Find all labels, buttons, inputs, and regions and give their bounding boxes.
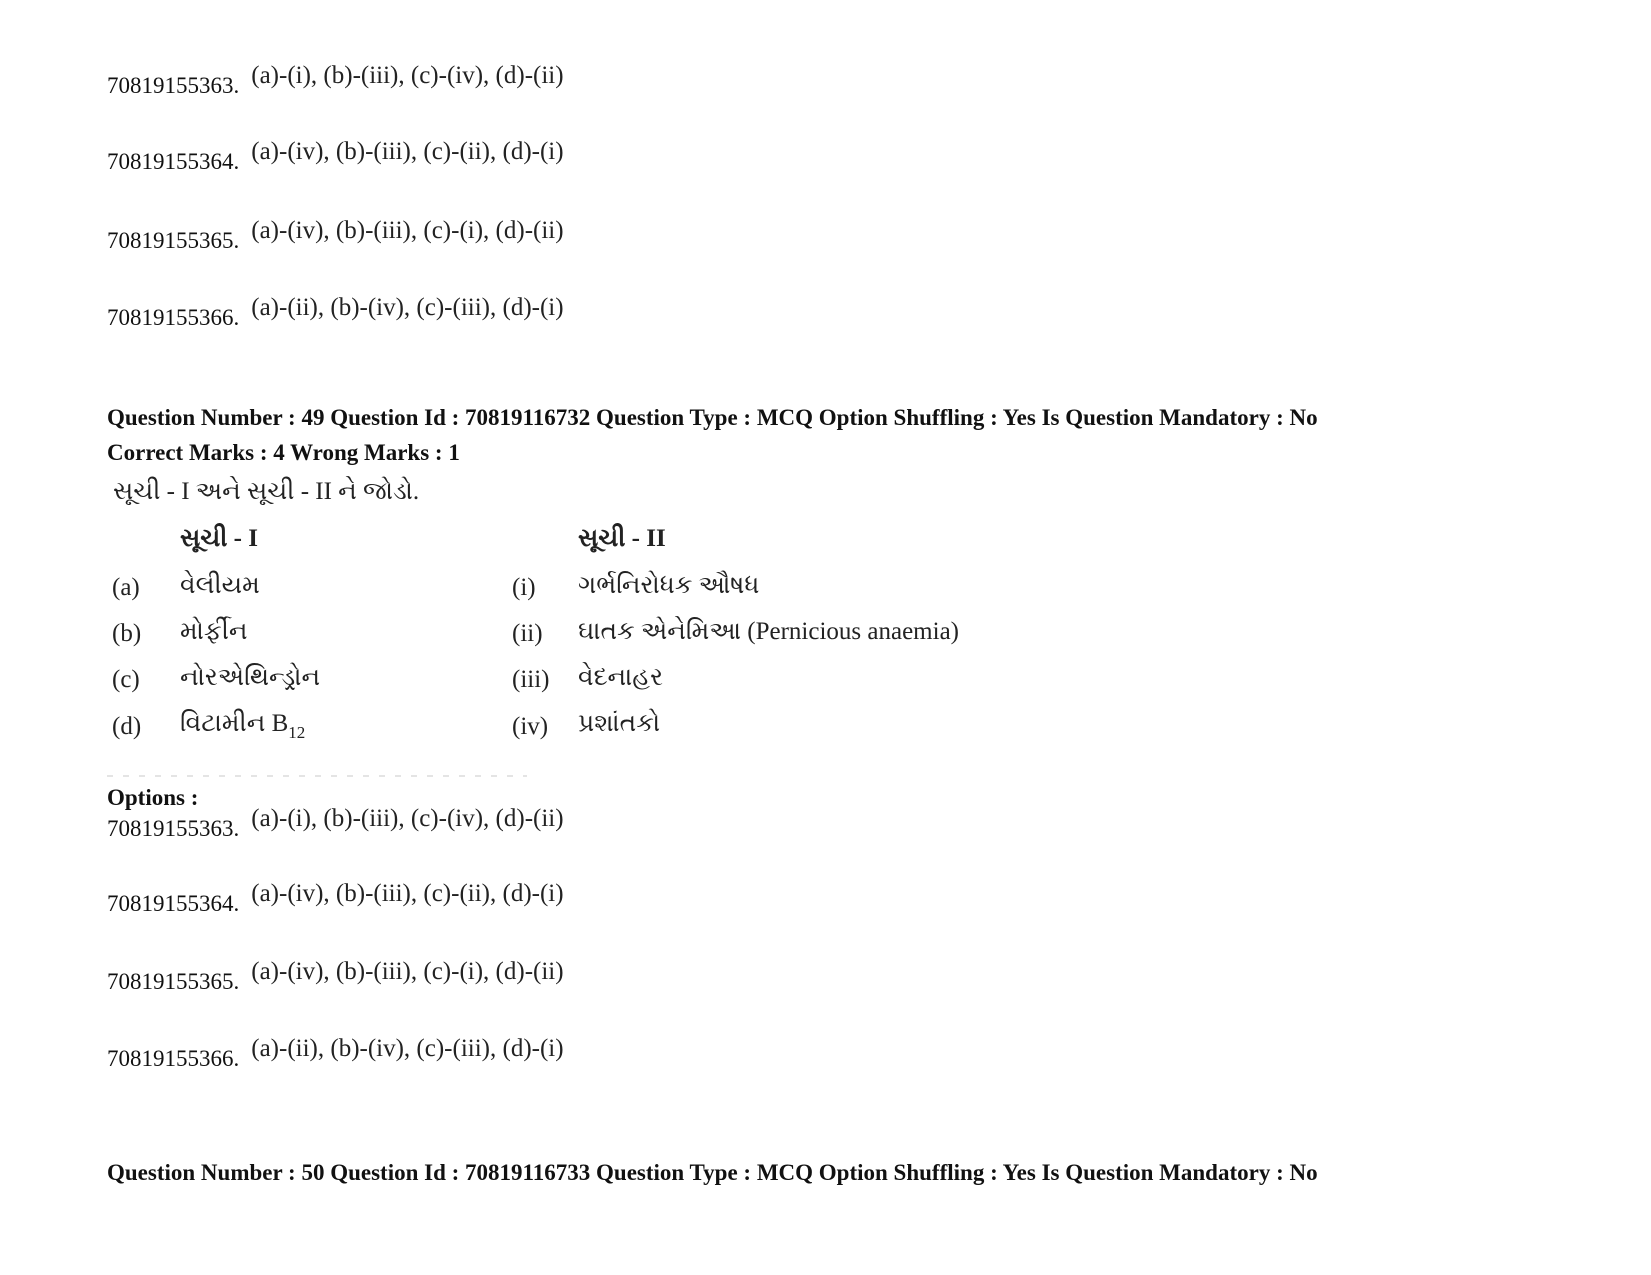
option-row (107, 805, 564, 843)
match-item: ઘાતક એનેમિઆ (Pernicious anaemia) (578, 618, 959, 645)
option-text: (a)-(iv), (b)-(iii), (c)-(ii), (d)-(i) (251, 138, 564, 165)
match-label: (b) (112, 620, 142, 647)
cropped-image-edge (107, 775, 527, 777)
option-row (107, 958, 564, 996)
match-item: મોર્ફીન (180, 618, 248, 645)
option-id: 70819155363. (107, 816, 240, 841)
option-id: 70819155364. (107, 149, 240, 174)
option-row (107, 62, 564, 100)
option-row (107, 880, 564, 918)
option-id: 70819155366. (107, 1046, 240, 1071)
match-item: ગર્ભનિરોધક ઔષધ (578, 572, 760, 599)
match-label: (c) (112, 666, 140, 693)
option-text: (a)-(iv), (b)-(iii), (c)-(ii), (d)-(i) (251, 880, 564, 907)
match-item (180, 710, 306, 742)
match-label: (a) (112, 574, 140, 601)
option-id: 70819155366. (107, 305, 240, 330)
match-item: વેલીયમ (180, 572, 260, 599)
option-text: (a)-(i), (b)-(iii), (c)-(iv), (d)-(ii) (251, 62, 564, 89)
option-id: 70819155363. (107, 73, 240, 98)
option-text: (a)-(i), (b)-(iii), (c)-(iv), (d)-(ii) (251, 805, 564, 832)
options-label: Options : (107, 785, 199, 810)
match-item-text: વિટામીન B (180, 710, 289, 737)
list-1-heading: સૂચી - I (180, 525, 258, 552)
question-meta: Question Number : 50 Question Id : 70819116733 Question Type : MCQ Option Shuffling : Yes Is Question Mandatory : No (107, 1160, 1318, 1185)
option-row (107, 138, 564, 176)
match-label: (ii) (512, 620, 543, 647)
marks-meta: Correct Marks : 4 Wrong Marks : 1 (107, 440, 460, 465)
option-text: (a)-(iv), (b)-(iii), (c)-(i), (d)-(ii) (251, 958, 564, 985)
match-item: વેદનાહર (578, 664, 664, 691)
match-label: (d) (112, 713, 142, 740)
match-item: નોરએથિન્ડ્રોન (180, 664, 321, 691)
list-2-heading: સૂચી - II (578, 525, 666, 552)
match-label: (iv) (512, 713, 549, 740)
option-row (107, 1035, 564, 1073)
option-text: (a)-(ii), (b)-(iv), (c)-(iii), (d)-(i) (251, 294, 564, 321)
question-stem: સૂચી - I અને સૂચી - II ને જોડો. (113, 478, 420, 505)
match-item: પ્રશાંતકો (578, 710, 661, 737)
option-text: (a)-(iv), (b)-(iii), (c)-(i), (d)-(ii) (251, 217, 564, 244)
option-text: (a)-(ii), (b)-(iv), (c)-(iii), (d)-(i) (251, 1035, 564, 1062)
option-row (107, 217, 564, 255)
question-meta: Question Number : 49 Question Id : 70819116732 Question Type : MCQ Option Shuffling : Yes Is Question Mandatory : No (107, 405, 1318, 430)
subscript: 12 (288, 723, 306, 742)
match-label: (i) (512, 574, 536, 601)
option-row (107, 294, 564, 332)
option-id: 70819155365. (107, 228, 240, 253)
match-label: (iii) (512, 666, 550, 693)
option-id: 70819155365. (107, 969, 240, 994)
option-id: 70819155364. (107, 891, 240, 916)
